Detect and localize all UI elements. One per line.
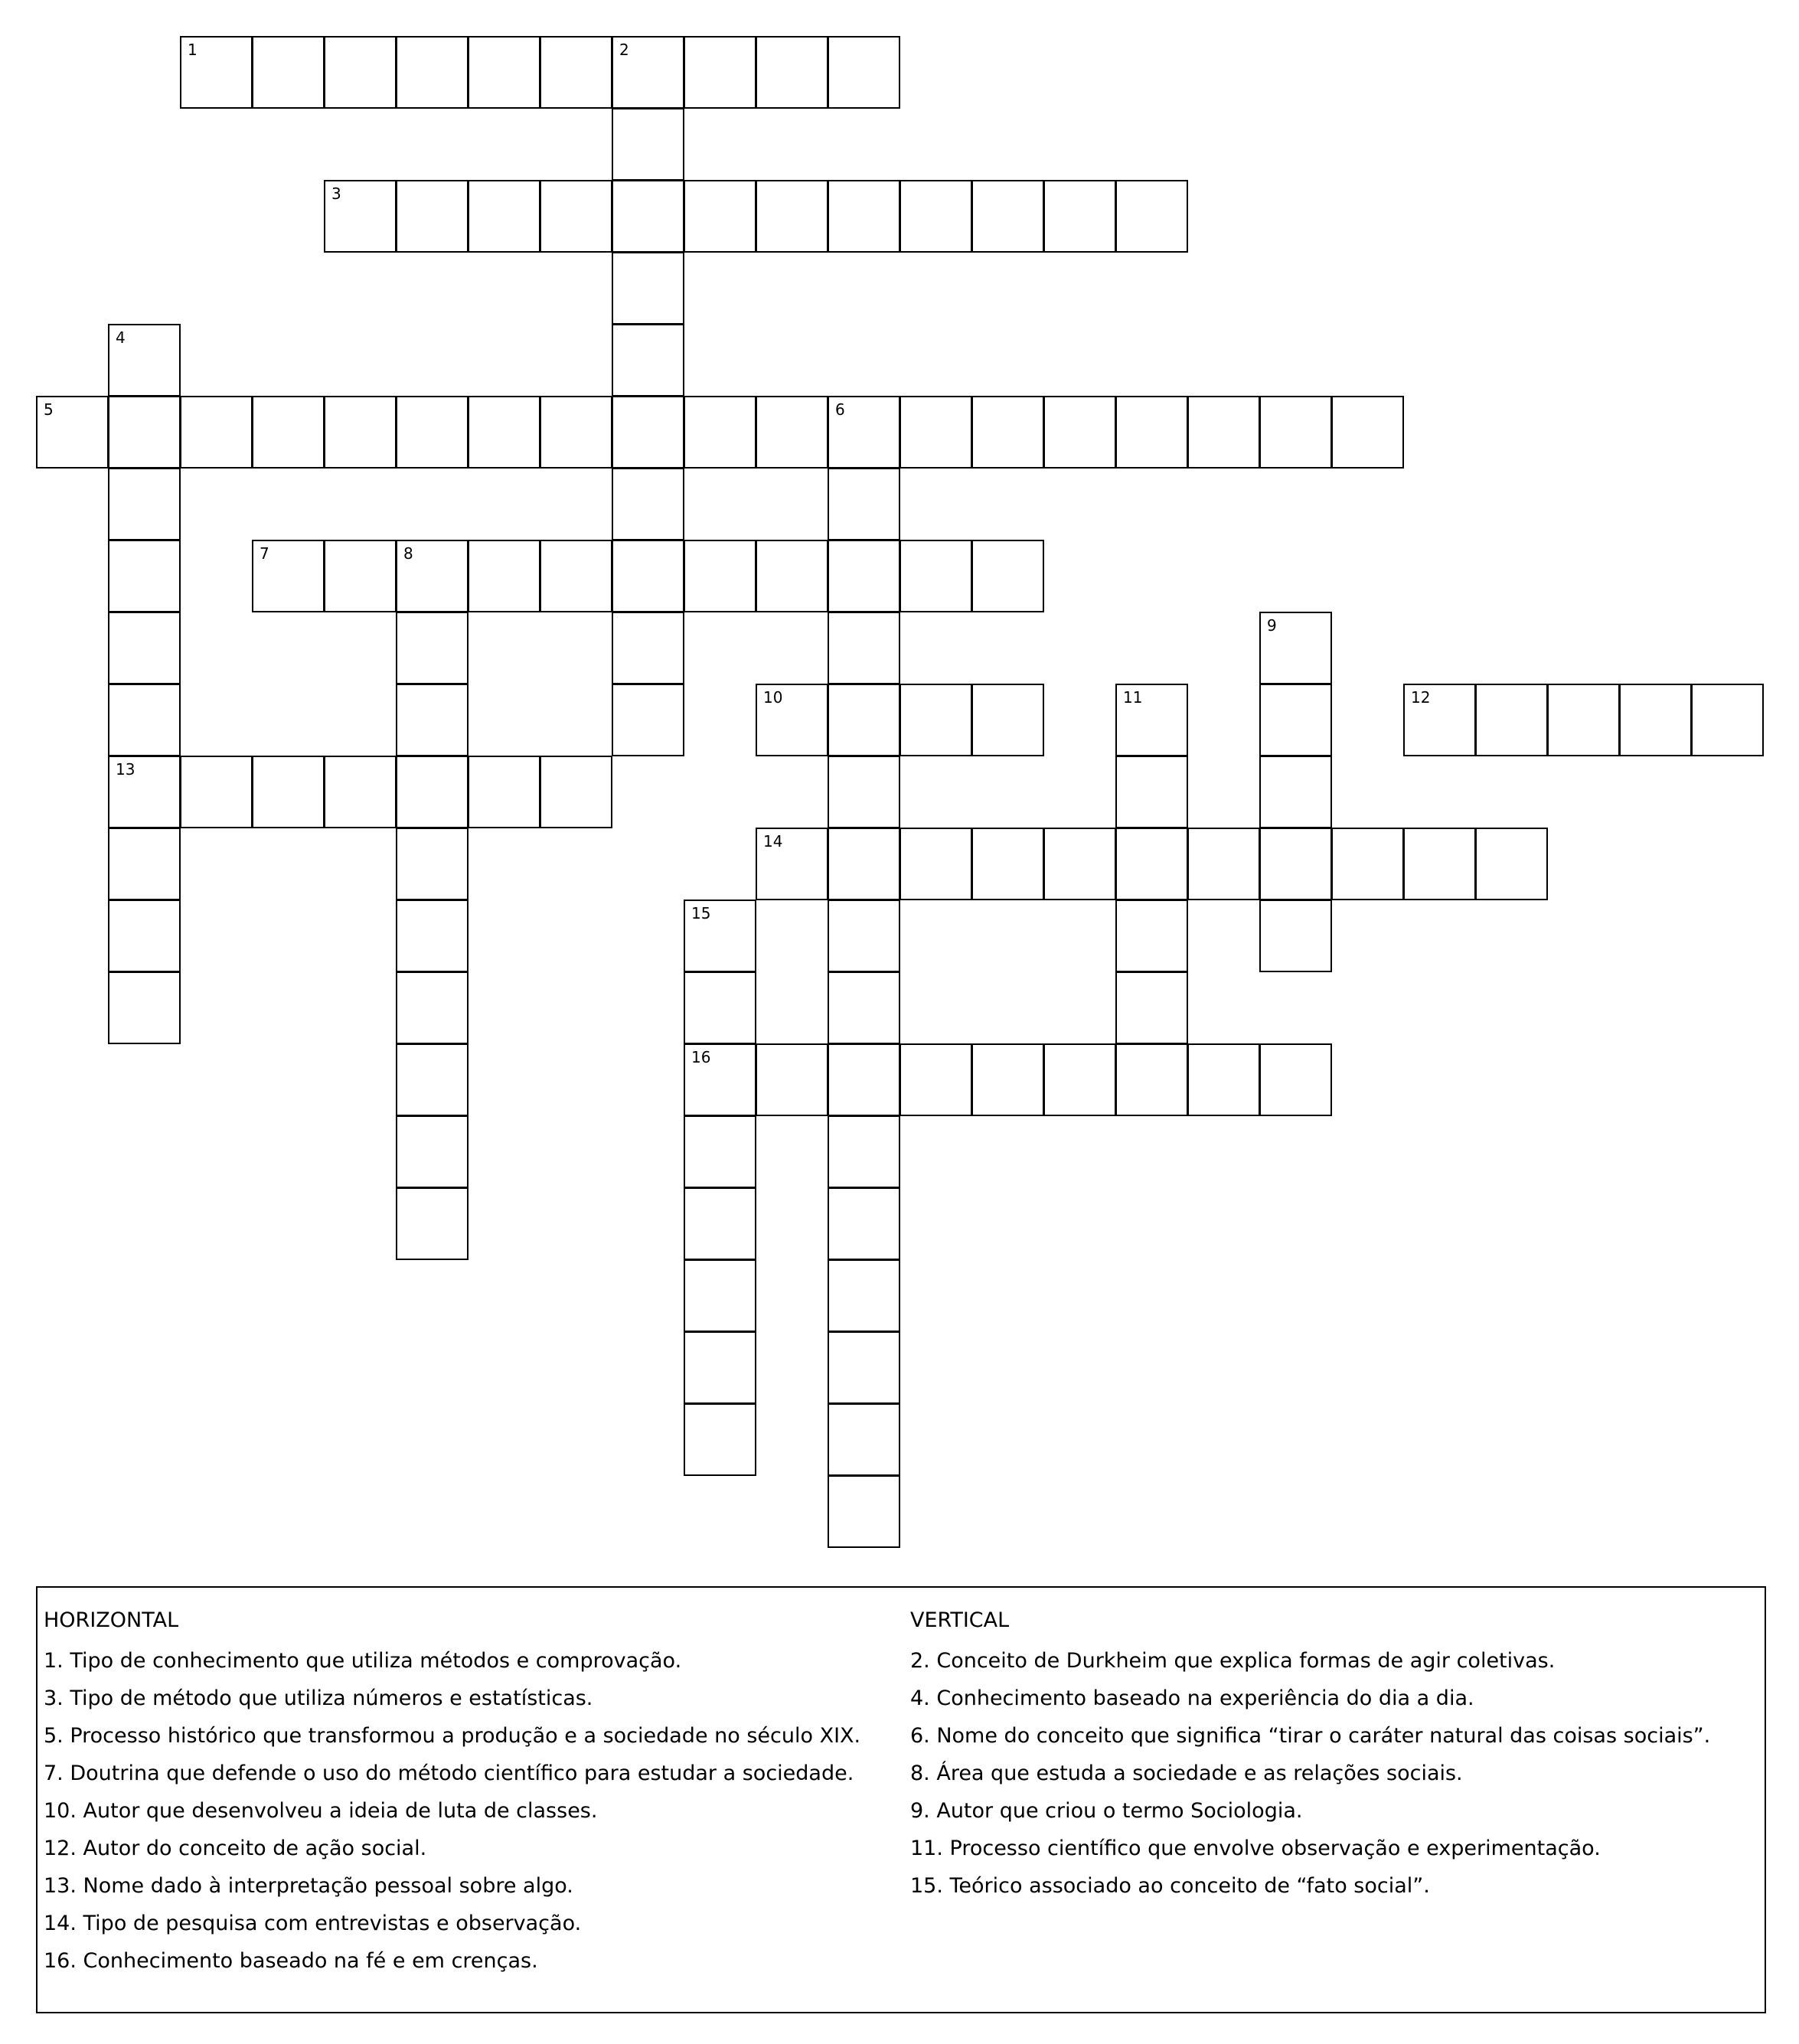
grid-cell[interactable] <box>396 612 469 684</box>
grid-cell[interactable] <box>108 828 181 900</box>
grid-cell[interactable] <box>324 756 397 828</box>
grid-cell[interactable] <box>540 756 612 828</box>
grid-cell[interactable] <box>684 1403 756 1476</box>
grid-cell[interactable] <box>1043 828 1116 900</box>
grid-cell[interactable] <box>1259 756 1332 828</box>
grid-cell[interactable] <box>684 36 756 109</box>
grid-cell[interactable] <box>828 971 900 1044</box>
clue-number: 3 <box>331 184 341 203</box>
grid-cell[interactable] <box>612 612 684 684</box>
grid-cell[interactable] <box>828 540 900 612</box>
grid-cell[interactable] <box>1331 828 1404 900</box>
grid-cell[interactable] <box>684 900 756 972</box>
grid-cell[interactable] <box>828 1331 900 1404</box>
grid-cell[interactable] <box>971 540 1044 612</box>
grid-cell[interactable] <box>468 756 540 828</box>
grid-cell[interactable] <box>1115 684 1188 756</box>
grid-cell[interactable] <box>1259 900 1332 972</box>
grid-cell[interactable] <box>828 900 900 972</box>
clue-across-13: 13. Nome dado à interpretação pessoal sobre algo. <box>44 1874 573 1898</box>
grid-cell[interactable] <box>971 828 1044 900</box>
grid-cell[interactable] <box>108 540 181 612</box>
grid-cell[interactable] <box>1475 828 1548 900</box>
grid-cell[interactable] <box>324 180 397 253</box>
grid-cell[interactable] <box>1115 1043 1188 1116</box>
clue-number: 11 <box>1123 688 1143 707</box>
grid-cell[interactable] <box>828 1043 900 1116</box>
grid-cell[interactable] <box>684 540 756 612</box>
grid-cell[interactable] <box>396 396 469 469</box>
grid-cell[interactable] <box>1331 396 1404 469</box>
grid-cell[interactable] <box>108 396 181 469</box>
grid-cell[interactable] <box>540 36 612 109</box>
clue-across-14: 14. Tipo de pesquisa com entrevistas e observação. <box>44 1912 582 1935</box>
clue-number: 9 <box>1267 616 1277 635</box>
grid-cell[interactable] <box>180 36 253 109</box>
grid-cell[interactable] <box>540 396 612 469</box>
grid-cell[interactable] <box>900 396 972 469</box>
grid-cell[interactable] <box>108 612 181 684</box>
grid-cell[interactable] <box>1259 612 1332 684</box>
grid-cell[interactable] <box>828 1259 900 1332</box>
clue-down-15: 15. Teórico associado ao conceito de “fato social”. <box>910 1874 1430 1898</box>
grid-cell[interactable] <box>108 684 181 756</box>
vertical-heading: VERTICAL <box>910 1608 1010 1632</box>
grid-cell[interactable] <box>900 180 972 253</box>
grid-cell[interactable] <box>684 396 756 469</box>
grid-cell[interactable] <box>180 396 253 469</box>
grid-cell[interactable] <box>828 1115 900 1188</box>
grid-cell[interactable] <box>612 180 684 253</box>
clue-across-1: 1. Tipo de conhecimento que utiliza métodos e comprovação. <box>44 1649 682 1673</box>
grid-cell[interactable] <box>756 540 828 612</box>
clues-box <box>36 1586 1766 2013</box>
grid-cell[interactable] <box>252 756 325 828</box>
clue-number: 16 <box>691 1048 711 1066</box>
grid-cell[interactable] <box>684 1331 756 1404</box>
grid-cell[interactable] <box>468 36 540 109</box>
grid-cell[interactable] <box>396 828 469 900</box>
clue-down-9: 9. Autor que criou o termo Sociologia. <box>910 1799 1303 1823</box>
clue-number: 13 <box>116 760 135 779</box>
grid-cell[interactable] <box>612 396 684 469</box>
grid-cell[interactable] <box>252 540 325 612</box>
grid-cell[interactable] <box>324 540 397 612</box>
clue-across-3: 3. Tipo de método que utiliza números e estatísticas. <box>44 1686 593 1710</box>
grid-cell[interactable] <box>252 396 325 469</box>
grid-cell[interactable] <box>324 36 397 109</box>
grid-cell[interactable] <box>612 468 684 540</box>
grid-cell[interactable] <box>396 900 469 972</box>
grid-cell[interactable] <box>468 540 540 612</box>
grid-cell[interactable] <box>612 324 684 397</box>
grid-cell[interactable] <box>396 1187 469 1260</box>
grid-cell[interactable] <box>828 612 900 684</box>
clue-across-5: 5. Processo histórico que transformou a produção e a sociedade no século XIX. <box>44 1724 861 1748</box>
grid-cell[interactable] <box>900 540 972 612</box>
clue-number: 4 <box>116 328 126 347</box>
clue-number: 2 <box>619 41 629 59</box>
grid-cell[interactable] <box>1187 396 1260 469</box>
grid-cell[interactable] <box>108 468 181 540</box>
grid-cell[interactable] <box>828 468 900 540</box>
grid-cell[interactable] <box>1187 1043 1260 1116</box>
grid-cell[interactable] <box>1043 396 1116 469</box>
grid-cell[interactable] <box>468 396 540 469</box>
clue-down-11: 11. Processo científico que envolve observação e experimentação. <box>910 1837 1601 1860</box>
grid-cell[interactable] <box>396 971 469 1044</box>
grid-cell[interactable] <box>612 684 684 756</box>
clue-number: 10 <box>763 688 783 707</box>
grid-cell[interactable] <box>1547 684 1620 756</box>
vertical-clues <box>910 1602 1710 1905</box>
grid-cell[interactable] <box>828 396 900 469</box>
grid-cell[interactable] <box>684 971 756 1044</box>
grid-cell[interactable] <box>108 756 181 828</box>
grid-cell[interactable] <box>1115 971 1188 1044</box>
grid-cell[interactable] <box>612 36 684 109</box>
clue-number: 12 <box>1411 688 1431 707</box>
grid-cell[interactable] <box>1403 828 1476 900</box>
horizontal-clues <box>44 1602 860 1980</box>
grid-cell[interactable] <box>828 684 900 756</box>
clue-down-6: 6. Nome do conceito que significa “tirar o caráter natural das coisas sociais”. <box>910 1724 1711 1748</box>
grid-cell[interactable] <box>396 36 469 109</box>
grid-cell[interactable] <box>756 36 828 109</box>
grid-cell[interactable] <box>252 36 325 109</box>
grid-cell[interactable] <box>756 180 828 253</box>
grid-cell[interactable] <box>540 540 612 612</box>
grid-cell[interactable] <box>1259 828 1332 900</box>
grid-cell[interactable] <box>1115 828 1188 900</box>
grid-cell[interactable] <box>396 180 469 253</box>
grid-cell[interactable] <box>900 828 972 900</box>
grid-cell[interactable] <box>1259 396 1332 469</box>
grid-cell[interactable] <box>612 252 684 325</box>
clue-number: 7 <box>260 544 269 563</box>
grid-cell[interactable] <box>612 540 684 612</box>
clue-number: 15 <box>691 904 711 922</box>
grid-cell[interactable] <box>756 1043 828 1116</box>
grid-cell[interactable] <box>971 684 1044 756</box>
grid-cell[interactable] <box>684 1259 756 1332</box>
clue-across-12: 12. Autor do conceito de ação social. <box>44 1837 427 1860</box>
grid-cell[interactable] <box>971 396 1044 469</box>
clue-down-4: 4. Conhecimento baseado na experiência do dia a dia. <box>910 1686 1474 1710</box>
clue-down-2: 2. Conceito de Durkheim que explica formas de agir coletivas. <box>910 1649 1556 1673</box>
grid-cell[interactable] <box>1115 396 1188 469</box>
grid-cell[interactable] <box>828 1187 900 1260</box>
clue-number: 5 <box>44 400 54 419</box>
grid-cell[interactable] <box>828 1475 900 1548</box>
grid-cell[interactable] <box>828 36 900 109</box>
grid-cell[interactable] <box>180 756 253 828</box>
grid-cell[interactable] <box>396 540 469 612</box>
grid-cell[interactable] <box>1403 684 1476 756</box>
grid-cell[interactable] <box>540 180 612 253</box>
grid-cell[interactable] <box>1187 828 1260 900</box>
grid-cell[interactable] <box>756 828 828 900</box>
grid-cell[interactable] <box>1691 684 1764 756</box>
grid-cell[interactable] <box>396 1043 469 1116</box>
grid-cell[interactable] <box>1259 684 1332 756</box>
grid-cell[interactable] <box>108 324 181 397</box>
clue-number: 14 <box>763 832 783 851</box>
grid-cell[interactable] <box>684 1115 756 1188</box>
grid-cell[interactable] <box>1475 684 1548 756</box>
grid-cell[interactable] <box>756 684 828 756</box>
clue-number: 1 <box>188 41 198 59</box>
grid-cell[interactable] <box>756 396 828 469</box>
grid-cell[interactable] <box>1115 180 1188 253</box>
clue-number: 8 <box>403 544 413 563</box>
grid-cell[interactable] <box>396 684 469 756</box>
grid-cell[interactable] <box>1259 1043 1332 1116</box>
grid-cell[interactable] <box>612 108 684 181</box>
grid-cell[interactable] <box>396 756 469 828</box>
grid-cell[interactable] <box>900 684 972 756</box>
clue-down-8: 8. Área que estuda a sociedade e as relações sociais. <box>910 1762 1463 1785</box>
grid-cell[interactable] <box>108 971 181 1044</box>
grid-cell[interactable] <box>1115 756 1188 828</box>
grid-cell[interactable] <box>900 1043 972 1116</box>
grid-cell[interactable] <box>684 1187 756 1260</box>
grid-cell[interactable] <box>396 1115 469 1188</box>
grid-cell[interactable] <box>828 756 900 828</box>
grid-cell[interactable] <box>1619 684 1692 756</box>
grid-cell[interactable] <box>108 900 181 972</box>
grid-cell[interactable] <box>684 180 756 253</box>
grid-cell[interactable] <box>684 1043 756 1116</box>
grid-cell[interactable] <box>828 1403 900 1476</box>
horizontal-heading: HORIZONTAL <box>44 1608 179 1632</box>
grid-cell[interactable] <box>1115 900 1188 972</box>
grid-cell[interactable] <box>1043 1043 1116 1116</box>
clue-across-10: 10. Autor que desenvolveu a ideia de luta de classes. <box>44 1799 598 1823</box>
grid-cell[interactable] <box>468 180 540 253</box>
grid-cell[interactable] <box>1043 180 1116 253</box>
grid-cell[interactable] <box>828 180 900 253</box>
grid-cell[interactable] <box>36 396 109 469</box>
clue-across-7: 7. Doutrina que defende o uso do método científico para estudar a sociedade. <box>44 1762 854 1785</box>
grid-cell[interactable] <box>828 828 900 900</box>
clue-across-16: 16. Conhecimento baseado na fé e em crenças. <box>44 1949 538 1973</box>
grid-cell[interactable] <box>971 180 1044 253</box>
grid-cell[interactable] <box>971 1043 1044 1116</box>
grid-cell[interactable] <box>324 396 397 469</box>
clue-number: 6 <box>835 400 845 419</box>
